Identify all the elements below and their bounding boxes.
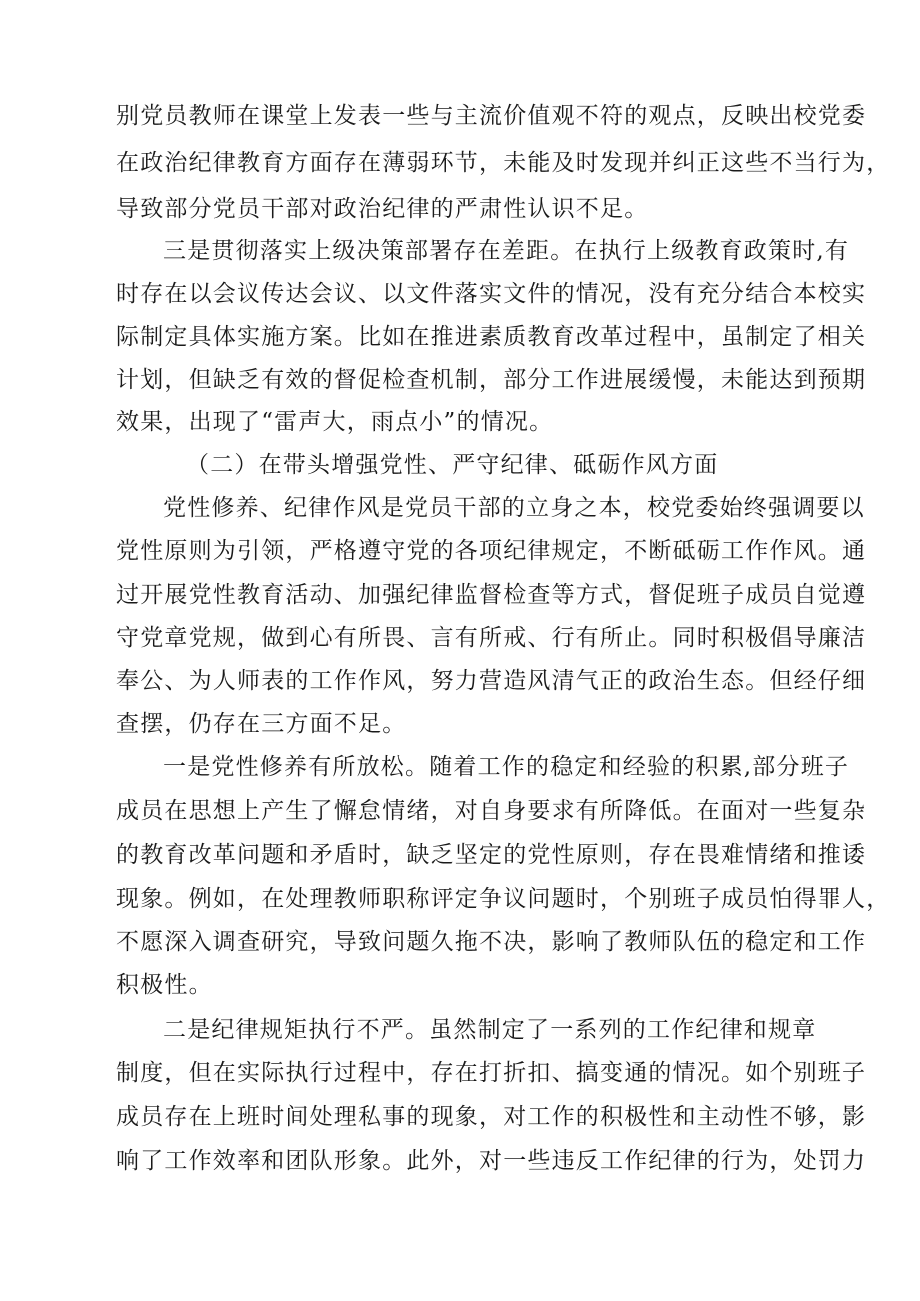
paragraph-line: 时存在以会议传达会议、以文件落实文件的情况，没有充分结合本校实 — [116, 281, 867, 307]
paragraph-line: 二是纪律规矩执行不严。虽然制定了一系列的工作纪律和规章 — [163, 1017, 817, 1043]
paragraph-line: 党性原则为引领，严格遵守党的各项纪律规定，不断砥砺工作作风。通 — [116, 538, 867, 564]
paragraph-line: 导致部分党员干部对政治纪律的严肃性认识不足。 — [116, 196, 649, 222]
paragraph-line: 在政治纪律教育方面存在薄弱环节，未能及时发现并纠正这些不当行为， — [116, 150, 891, 176]
paragraph-line: 一是党性修养有所放松。随着工作的稳定和经验的积累,部分班子 — [163, 754, 850, 780]
paragraph-line: 不愿深入调查研究，导致问题久拖不决，影响了教师队伍的稳定和工作 — [116, 929, 867, 955]
paragraph-line: 别党员教师在课堂上发表一些与主流价值观不符的观点，反映出校党委 — [116, 103, 867, 129]
paragraph-line: 制度，但在实际执行过程中，存在打折扣、搞变通的情况。如个别班子 — [116, 1060, 867, 1086]
paragraph-line: 响了工作效率和团队形象。此外，对一些违反工作纪律的行为，处罚力 — [116, 1148, 867, 1174]
paragraph-line: 过开展党性教育活动、加强纪律监督检查等方式，督促班子成员自觉遵 — [116, 582, 867, 608]
paragraph-line: 党性修养、纪律作风是党员干部的立身之本，校党委始终强调要以 — [163, 495, 865, 521]
paragraph-line: 查摆，仍存在三方面不足。 — [116, 711, 407, 737]
paragraph-line: 成员在思想上产生了懈怠情绪，对自身要求有所降低。在面对一些复杂 — [116, 798, 867, 824]
paragraph-line: 成员存在上班时间处理私事的现象，对工作的积极性和主动性不够，影 — [116, 1104, 867, 1130]
paragraph-line: 三是贯彻落实上级决策部署存在差距。在执行上级教育政策时,有 — [163, 238, 850, 264]
paragraph-line: 守党章党规，做到心有所畏、言有所戒、行有所止。同时积极倡导廉洁 — [116, 625, 867, 651]
paragraph-line: 计划，但缺乏有效的督促检查机制，部分工作进展缓慢，未能达到预期 — [116, 367, 867, 393]
paragraph-line: 积极性。 — [116, 972, 213, 998]
paragraph-line: 效果，出现了“雷声大，雨点小”的情况。 — [116, 409, 554, 435]
paragraph-line: 奉公、为人师表的工作作风，努力营造风清气正的政治生态。但经仔细 — [116, 668, 867, 694]
paragraph-line: 现象。例如，在处理教师职称评定争议问题时，个别班子成员怕得罪人， — [116, 886, 891, 912]
paragraph-line: 际制定具体实施方案。比如在推进素质教育改革过程中，虽制定了相关 — [116, 324, 867, 350]
section-heading: （二）在带头增强党性、严守纪律、砥砺作风方面 — [186, 452, 719, 478]
paragraph-line: 的教育改革问题和矛盾时，缺乏坚定的党性原则，存在畏难情绪和推诿 — [116, 842, 867, 868]
